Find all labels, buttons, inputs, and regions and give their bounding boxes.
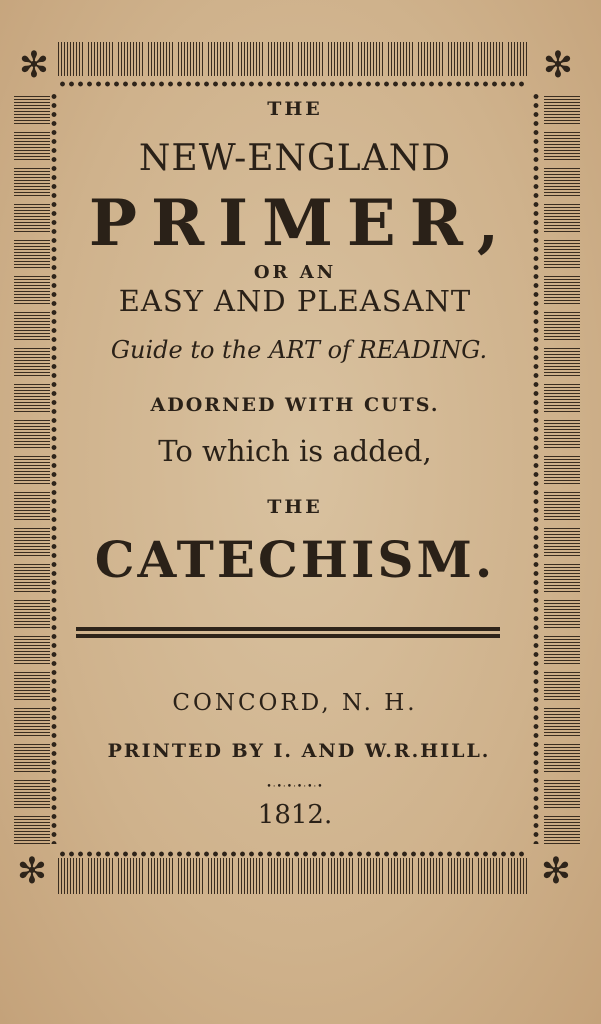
- title-easy-pleasant: EASY AND PLEASANT: [118, 284, 472, 318]
- border-bottom-dots: [58, 850, 528, 858]
- title-catechism: CATECHISM.: [94, 530, 496, 589]
- imprint-place: CONCORD, N. H.: [172, 690, 418, 716]
- title-new-england: NEW-ENGLAND: [138, 138, 452, 179]
- imprint-ornament: •·•·•·•·•·•: [266, 782, 324, 792]
- corner-ornament-icon: ✻: [540, 851, 572, 892]
- title-added: To which is added,: [158, 434, 432, 468]
- title-adorned: ADORNED WITH CUTS.: [150, 394, 440, 416]
- corner-ornament-icon: ✻: [18, 45, 50, 86]
- border-right: [544, 92, 580, 844]
- border-top-dots: [58, 80, 528, 88]
- border-bottom: [58, 858, 528, 894]
- title-guide: Guide to the ART of READING.: [110, 336, 488, 364]
- corner-ornament-icon: ✻: [542, 45, 574, 86]
- title-or-an: OR AN: [253, 262, 337, 283]
- border-left: [14, 92, 50, 844]
- border-top: [58, 42, 528, 76]
- border-left-dots: [50, 92, 58, 844]
- title-the-2: THE: [267, 496, 323, 518]
- corner-ornament-icon: ✻: [16, 851, 48, 892]
- double-rule-bottom: [76, 634, 500, 638]
- title-primer: PRIMER,: [88, 186, 514, 261]
- double-rule-top: [76, 627, 500, 631]
- imprint-printer: PRINTED BY I. AND W.R.HILL.: [107, 740, 491, 762]
- imprint-year: 1812.: [257, 800, 333, 830]
- title-the: THE: [267, 98, 323, 120]
